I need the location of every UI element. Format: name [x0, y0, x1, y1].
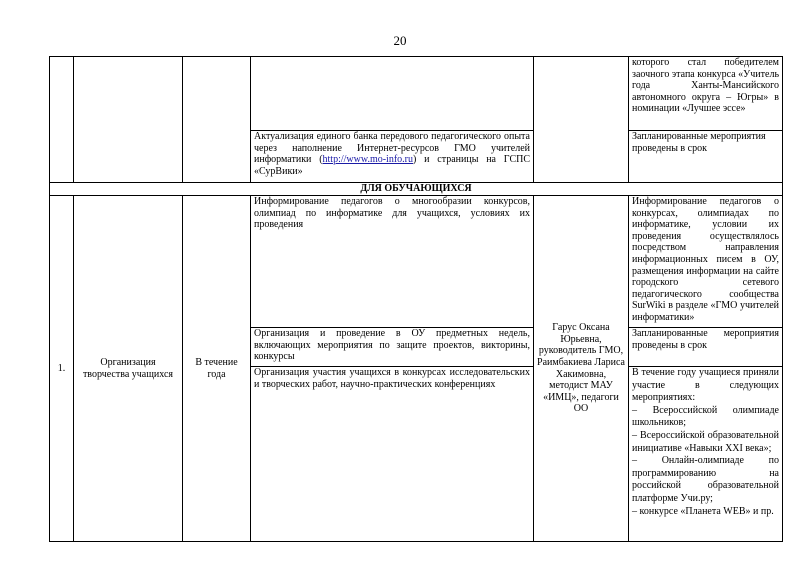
- responsible-cell: Гарус Оксана Юрьевна, руководитель ГМО, Раимбакиева Лариса Хакимовна, методист МАУ «ИМЦ», педагоги ОО: [534, 196, 629, 542]
- period-cell: В течение года: [183, 196, 251, 542]
- cell-empty: [74, 57, 183, 183]
- activity-text: Актуализация единого банка передового педагогического опыта через наполнение Интернет-ресурсов ГМО учителей информатики (: [254, 131, 530, 166]
- result-cell: Запланированные мероприятия проведены в срок: [629, 131, 783, 183]
- activity-cell: Организация участия учащихся в конкурсах исследовательских и творческих работ, научно-практических конференциях: [251, 367, 534, 542]
- page-number: 20: [393, 33, 407, 48]
- result-cell: Запланированные мероприятия проведены в срок: [629, 328, 783, 367]
- cell-empty: [183, 57, 251, 183]
- cell-empty: [534, 57, 629, 183]
- plan-table: [49, 56, 783, 542]
- row-number: 1.: [50, 196, 74, 542]
- mo-info-link[interactable]: http://www.mo-info.ru: [322, 154, 413, 166]
- direction-cell: Организация творчества учащихся: [74, 196, 183, 542]
- activity-text: ) и страницы на ГСПС «СурВики»: [254, 154, 531, 177]
- result-cell: которого стал победителем заочного этапа конкурса «Учитель года Ханты-Мансийского автономного округа – Югры» в номинации «Лучшее эссе»: [629, 57, 783, 131]
- result-cell: Информирование педагогов о конкурсах, олимпиадах по информатике, условии их проведения осуществлялось посредством направления информационных писем в ОУ, размещения информации на сайте городского сетевого педагогического сообщества SurWiki в разделе «ГМО учителей информатики»: [629, 196, 783, 328]
- section-header: ДЛЯ ОБУЧАЮЩИХСЯ: [50, 183, 783, 196]
- activity-cell: Информирование педагогов о многообразии конкурсов, олимпиад по информатике для учащихся, условиях их проведения: [251, 196, 534, 328]
- activity-cell: Организация и проведение в ОУ предметных недель, включающих мероприятия по защите проектов, викторины, конкурсы: [251, 328, 534, 367]
- result-cell: В течение году учащиеся приняли участие в следующих мероприятиях: – Всероссийской олимпиаде школьников; – Всероссийской образовательной инициативе «Навыки XXI века»; – Онлайн-олимпиаде по программированию на российской образовательной платформе Учи.ру; – конкурсе «Планета WEB» и пр.: [629, 367, 783, 542]
- activity-cell: [251, 131, 534, 183]
- cell-empty: [50, 57, 74, 183]
- cell-empty: [251, 57, 534, 131]
